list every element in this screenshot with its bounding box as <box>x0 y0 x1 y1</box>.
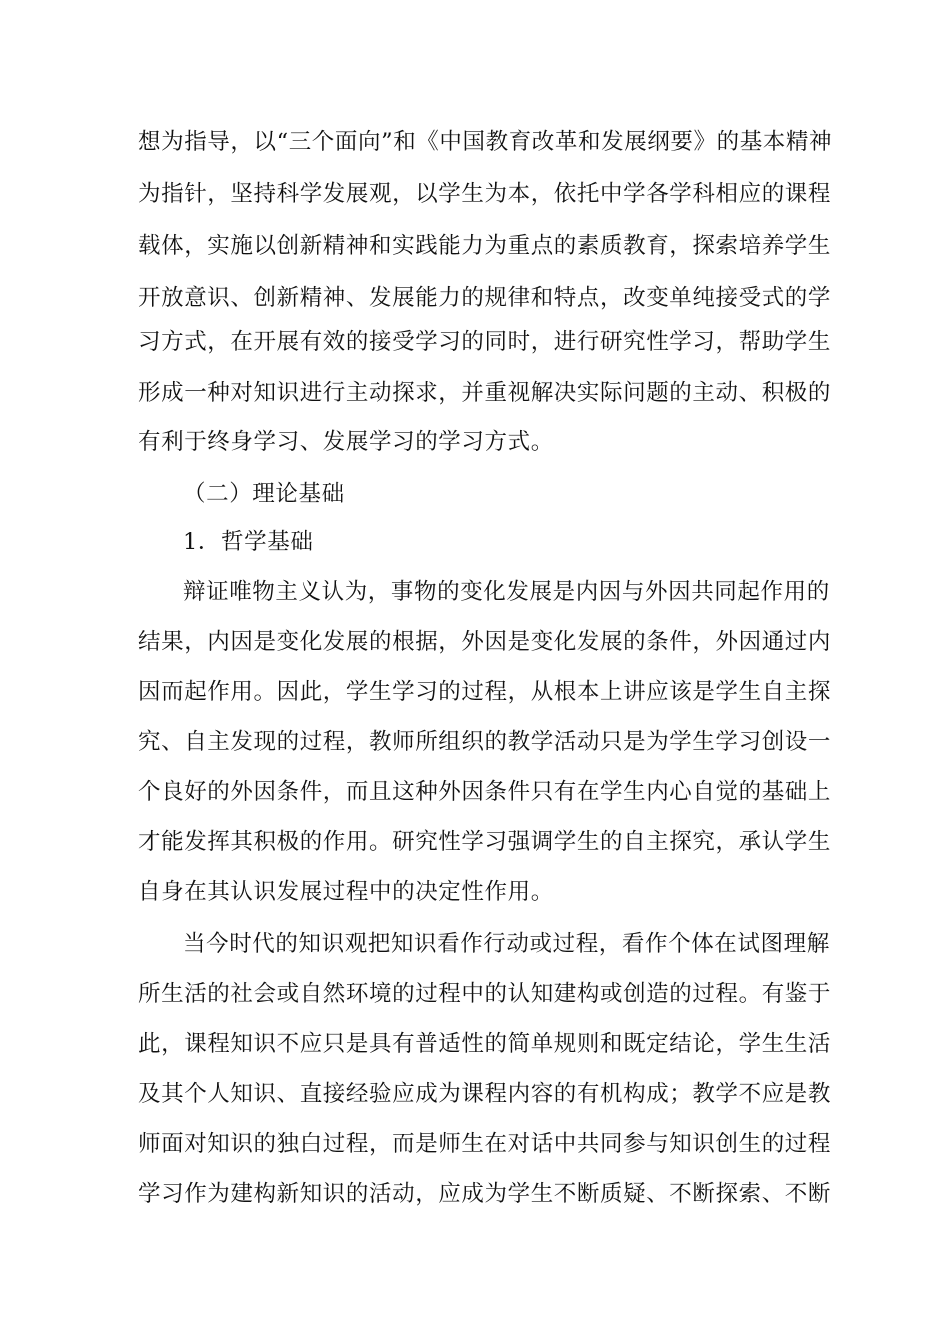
text-line: 开放意识、创新精神、发展能力的规律和特点，改变单纯接受式的学 <box>138 285 832 311</box>
text-line: 为指针，坚持科学发展观，以学生为本，依托中学各学科相应的课程 <box>138 181 832 207</box>
text-line: 究、自主发现的过程，教师所组织的教学活动只是为学生学习创设一 <box>138 729 832 755</box>
section-heading: （二）理论基础 <box>183 481 345 507</box>
text-line: 自身在其认识发展过程中的决定性作用。 <box>138 879 554 905</box>
text-line: 习方式，在开展有效的接受学习的同时，进行研究性学习，帮助学生 <box>138 329 832 355</box>
text-line: 有利于终身学习、发展学习的学习方式。 <box>138 429 554 455</box>
text-line: 及其个人知识、直接经验应成为课程内容的有机构成；教学不应是教 <box>138 1081 832 1107</box>
subsection-heading: 1．哲学基础 <box>183 529 314 555</box>
text-line: 师面对知识的独白过程，而是师生在对话中共同参与知识创生的过程 <box>138 1131 832 1157</box>
text-line: 个良好的外因条件，而且这种外因条件只有在学生内心自觉的基础上 <box>138 779 832 805</box>
text-line: 才能发挥其积极的作用。研究性学习强调学生的自主探究，承认学生 <box>138 829 832 855</box>
text-line: 此，课程知识不应只是具有普适性的简单规则和既定结论，学生生活 <box>138 1031 832 1057</box>
text-line: 因而起作用。因此，学生学习的过程，从根本上讲应该是学生自主探 <box>138 679 832 705</box>
text-line: 结果，内因是变化发展的根据，外因是变化发展的条件，外因通过内 <box>138 629 832 655</box>
text-line: 形成一种对知识进行主动探求，并重视解决实际问题的主动、积极的 <box>138 380 832 406</box>
text-line: 所生活的社会或自然环境的过程中的认知建构或创造的过程。有鉴于 <box>138 981 832 1007</box>
text-line: 当今时代的知识观把知识看作行动或过程，看作个体在试图理解 <box>183 931 830 957</box>
text-line: 载体，实施以创新精神和实践能力为重点的素质教育，探索培养学生 <box>138 233 832 259</box>
text-line: 学习作为建构新知识的活动，应成为学生不断质疑、不断探索、不断 <box>138 1181 832 1207</box>
text-line: 辩证唯物主义认为，事物的变化发展是内因与外因共同起作用的 <box>183 579 830 605</box>
text-line: 想为指导，以“三个面向”和《中国教育改革和发展纲要》的基本精神 <box>138 129 833 155</box>
